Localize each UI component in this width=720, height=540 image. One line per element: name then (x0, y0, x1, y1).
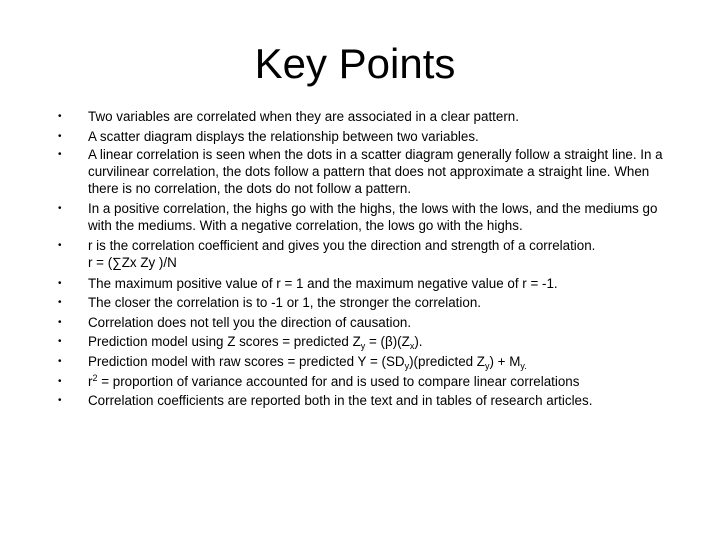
bullet-icon: • (58, 130, 62, 142)
bullet-icon: • (58, 355, 62, 367)
point-text: Two variables are correlated when they are associated in a clear pattern. (88, 109, 519, 124)
list-item (58, 200, 678, 237)
point-text: The maximum positive value of r = 1 and the maximum negative value of r = -1. (88, 275, 558, 291)
key-points-list (58, 107, 678, 411)
point-text: The closer the correlation is to -1 or 1, the stronger the correlation. (88, 295, 481, 311)
bullet-icon: • (58, 202, 62, 214)
bullet-icon: • (58, 336, 62, 348)
point-text: A scatter diagram displays the relationship between two variables. (88, 128, 479, 144)
list-item (58, 332, 678, 352)
list-item (58, 293, 678, 313)
list-item (58, 313, 678, 333)
bullet-icon: • (58, 111, 62, 122)
point-text: Prediction model using Z scores = predicted $Z_y = (\beta)(Z_x)$. (88, 334, 423, 352)
bullet-icon: • (58, 149, 62, 161)
slide-title: Key Points (254, 40, 456, 87)
point-text: r is the correlation coefficient and gives you the direction and strength of a correlation. (88, 237, 596, 253)
bullet-icon: • (58, 395, 62, 407)
list-item (58, 274, 678, 294)
list-item (58, 127, 678, 147)
list-item (58, 107, 678, 127)
list-item (58, 352, 678, 372)
list-item (58, 391, 678, 411)
point-text: $r^2$ = proportion of variance accounted for and is used to compare linear correlations (88, 372, 580, 389)
bullet-icon: • (58, 239, 62, 251)
bullet-icon: • (58, 277, 62, 289)
list-item (58, 237, 678, 274)
bullet-icon: • (58, 297, 62, 309)
point-text: Prediction model with raw scores = predicted $Y = (SD_y)(predicted$ $Z_y) + M_{y.}$ (88, 353, 527, 371)
point-text: Correlation does not tell you the direction of causation. (88, 314, 412, 330)
correlation-formula: r = (∑Zx Zy )/N (88, 254, 177, 270)
point-text: Correlation coefficients are reported both in the text and in tables of research articles. (88, 393, 593, 409)
point-text: In a positive correlation, the highs go with the highs, the lows with the lows, and the mediums go with the mediums. With a negative correlation, the lows go with the highs. (88, 200, 658, 233)
point-text: A linear correlation is seen when the dots in a scatter diagram generally follow a straight line. In a curvilinear correlation, the dots follow a pattern that does not approximate a straight line. When there is no correlation, the dots do not follow a pattern. (88, 147, 663, 196)
list-item (58, 372, 678, 392)
bullet-icon: • (58, 375, 62, 387)
bullet-icon: • (58, 316, 62, 328)
list-item (58, 146, 678, 200)
